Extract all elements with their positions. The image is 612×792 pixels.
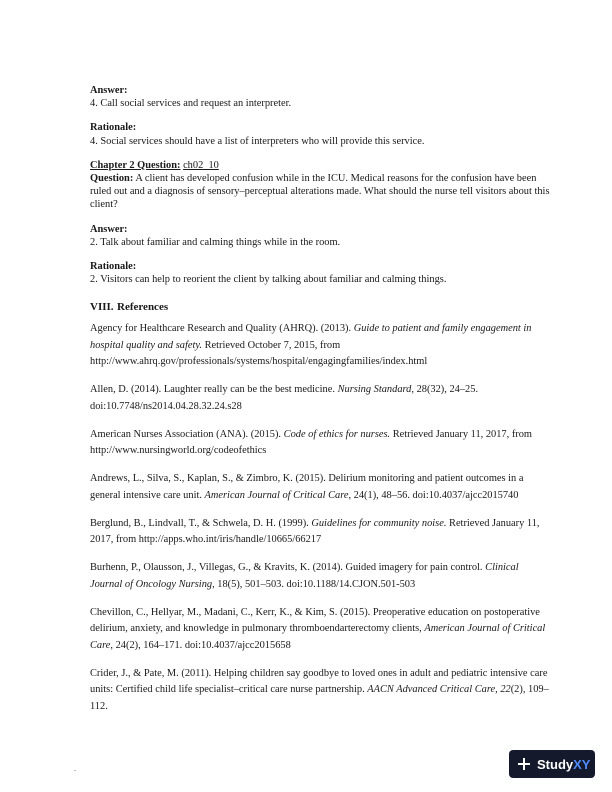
reference-item: Crider, J., & Pate, M. (2011). Helping children say goodbye to loved ones in adult and pediatric intensive care units: Certified child life specialist–critical care nurse partnership. AACN Advanced Critical Care, 22(2), 109–112.	[90, 667, 549, 712]
answer-text: 4. Call social services and request an interpreter.	[90, 98, 292, 110]
section-heading	[90, 301, 550, 313]
question-text: A client has developed confusion while in the ICU. Medical reasons for the confusion have been ruled out and a diagnosis of sensory–perceptual alterations made. What should the nurse tell visitors about this client?	[90, 173, 550, 211]
chapter-label: Chapter 2 Question:	[90, 159, 181, 171]
question-id: ch02_10	[183, 159, 219, 171]
question-header	[90, 159, 550, 172]
question-line	[90, 172, 550, 212]
section-title: References	[117, 301, 169, 314]
studyxy-badge[interactable]	[509, 750, 595, 778]
brand-logo-text: StudyXY	[537, 756, 591, 772]
rationale-label: Rationale:	[90, 122, 137, 134]
rationale-text: 4. Social services should have a list of interpreters who will provide this service.	[90, 135, 425, 147]
reference-list	[90, 321, 550, 715]
reference-item: Agency for Healthcare Research and Quality (AHRQ). (2013). Guide to patient and family engagement in hospital quality and safety. Retrieved October 7, 2015, from http://www.ahrq.gov/professionals/systems/hospital/engagingfamilies/index.html	[90, 323, 532, 368]
rationale-block	[90, 260, 550, 286]
answer-block	[90, 84, 550, 110]
question-label: Question:	[90, 173, 134, 185]
reference-item: Burhenn, P., Olausson, J., Villegas, G., & Kravits, K. (2014). Guided imagery for pain control. Clinical Journal of Oncology Nursing, 18(5), 501–503. doi:10.1188/14.CJON.501-503	[90, 562, 519, 590]
rationale-text: 2. Visitors can help to reorient the client by talking about familiar and calming things.	[90, 274, 447, 286]
answer-label: Answer:	[90, 85, 128, 96]
answer-block	[90, 223, 550, 249]
reference-item: Andrews, L., Silva, S., Kaplan, S., & Zimbro, K. (2015). Delirium monitoring and patient outcomes in a general intensive care unit. American Journal of Critical Care, 24(1), 48–56. doi:10.4037/ajcc2015740	[90, 473, 524, 501]
section-number: VIII.	[90, 301, 114, 314]
reference-item: Berglund, B., Lindvall, T., & Schwela, D. H. (1999). Guidelines for community noise. Retrieved January 11, 2017, from http://apps.who.int/iris/handle/10665/66217	[90, 517, 540, 546]
question-block	[90, 159, 550, 212]
rationale-block	[90, 121, 550, 147]
footer-dot: .	[74, 764, 76, 773]
reference-item: Allen, D. (2014). Laughter really can be the best medicine. Nursing Standard, 28(32), 24–25. doi:10.7748/ns2014.04.28.32.24.s28	[90, 384, 479, 412]
plus-icon	[518, 758, 530, 770]
answer-text: 2. Talk about familiar and calming things while in the room.	[90, 236, 341, 248]
reference-item: Chevillon, C., Hellyar, M., Madani, C., Kerr, K., & Kim, S. (2015). Preoperative education on postoperative delirium, anxiety, and knowledge in pulmonary thromboendarterectomy clients, American Journal of Critical Care, 24(2), 164–171. doi:10.4037/ajcc2015658	[90, 606, 546, 651]
reference-item: American Nurses Association (ANA). (2015). Code of ethics for nurses. Retrieved January 11, 2017, from http://www.nursingworld.org/codeofethics	[90, 428, 533, 457]
document-page	[90, 84, 550, 727]
rationale-label: Rationale:	[90, 261, 137, 273]
answer-label: Answer:	[90, 223, 128, 235]
